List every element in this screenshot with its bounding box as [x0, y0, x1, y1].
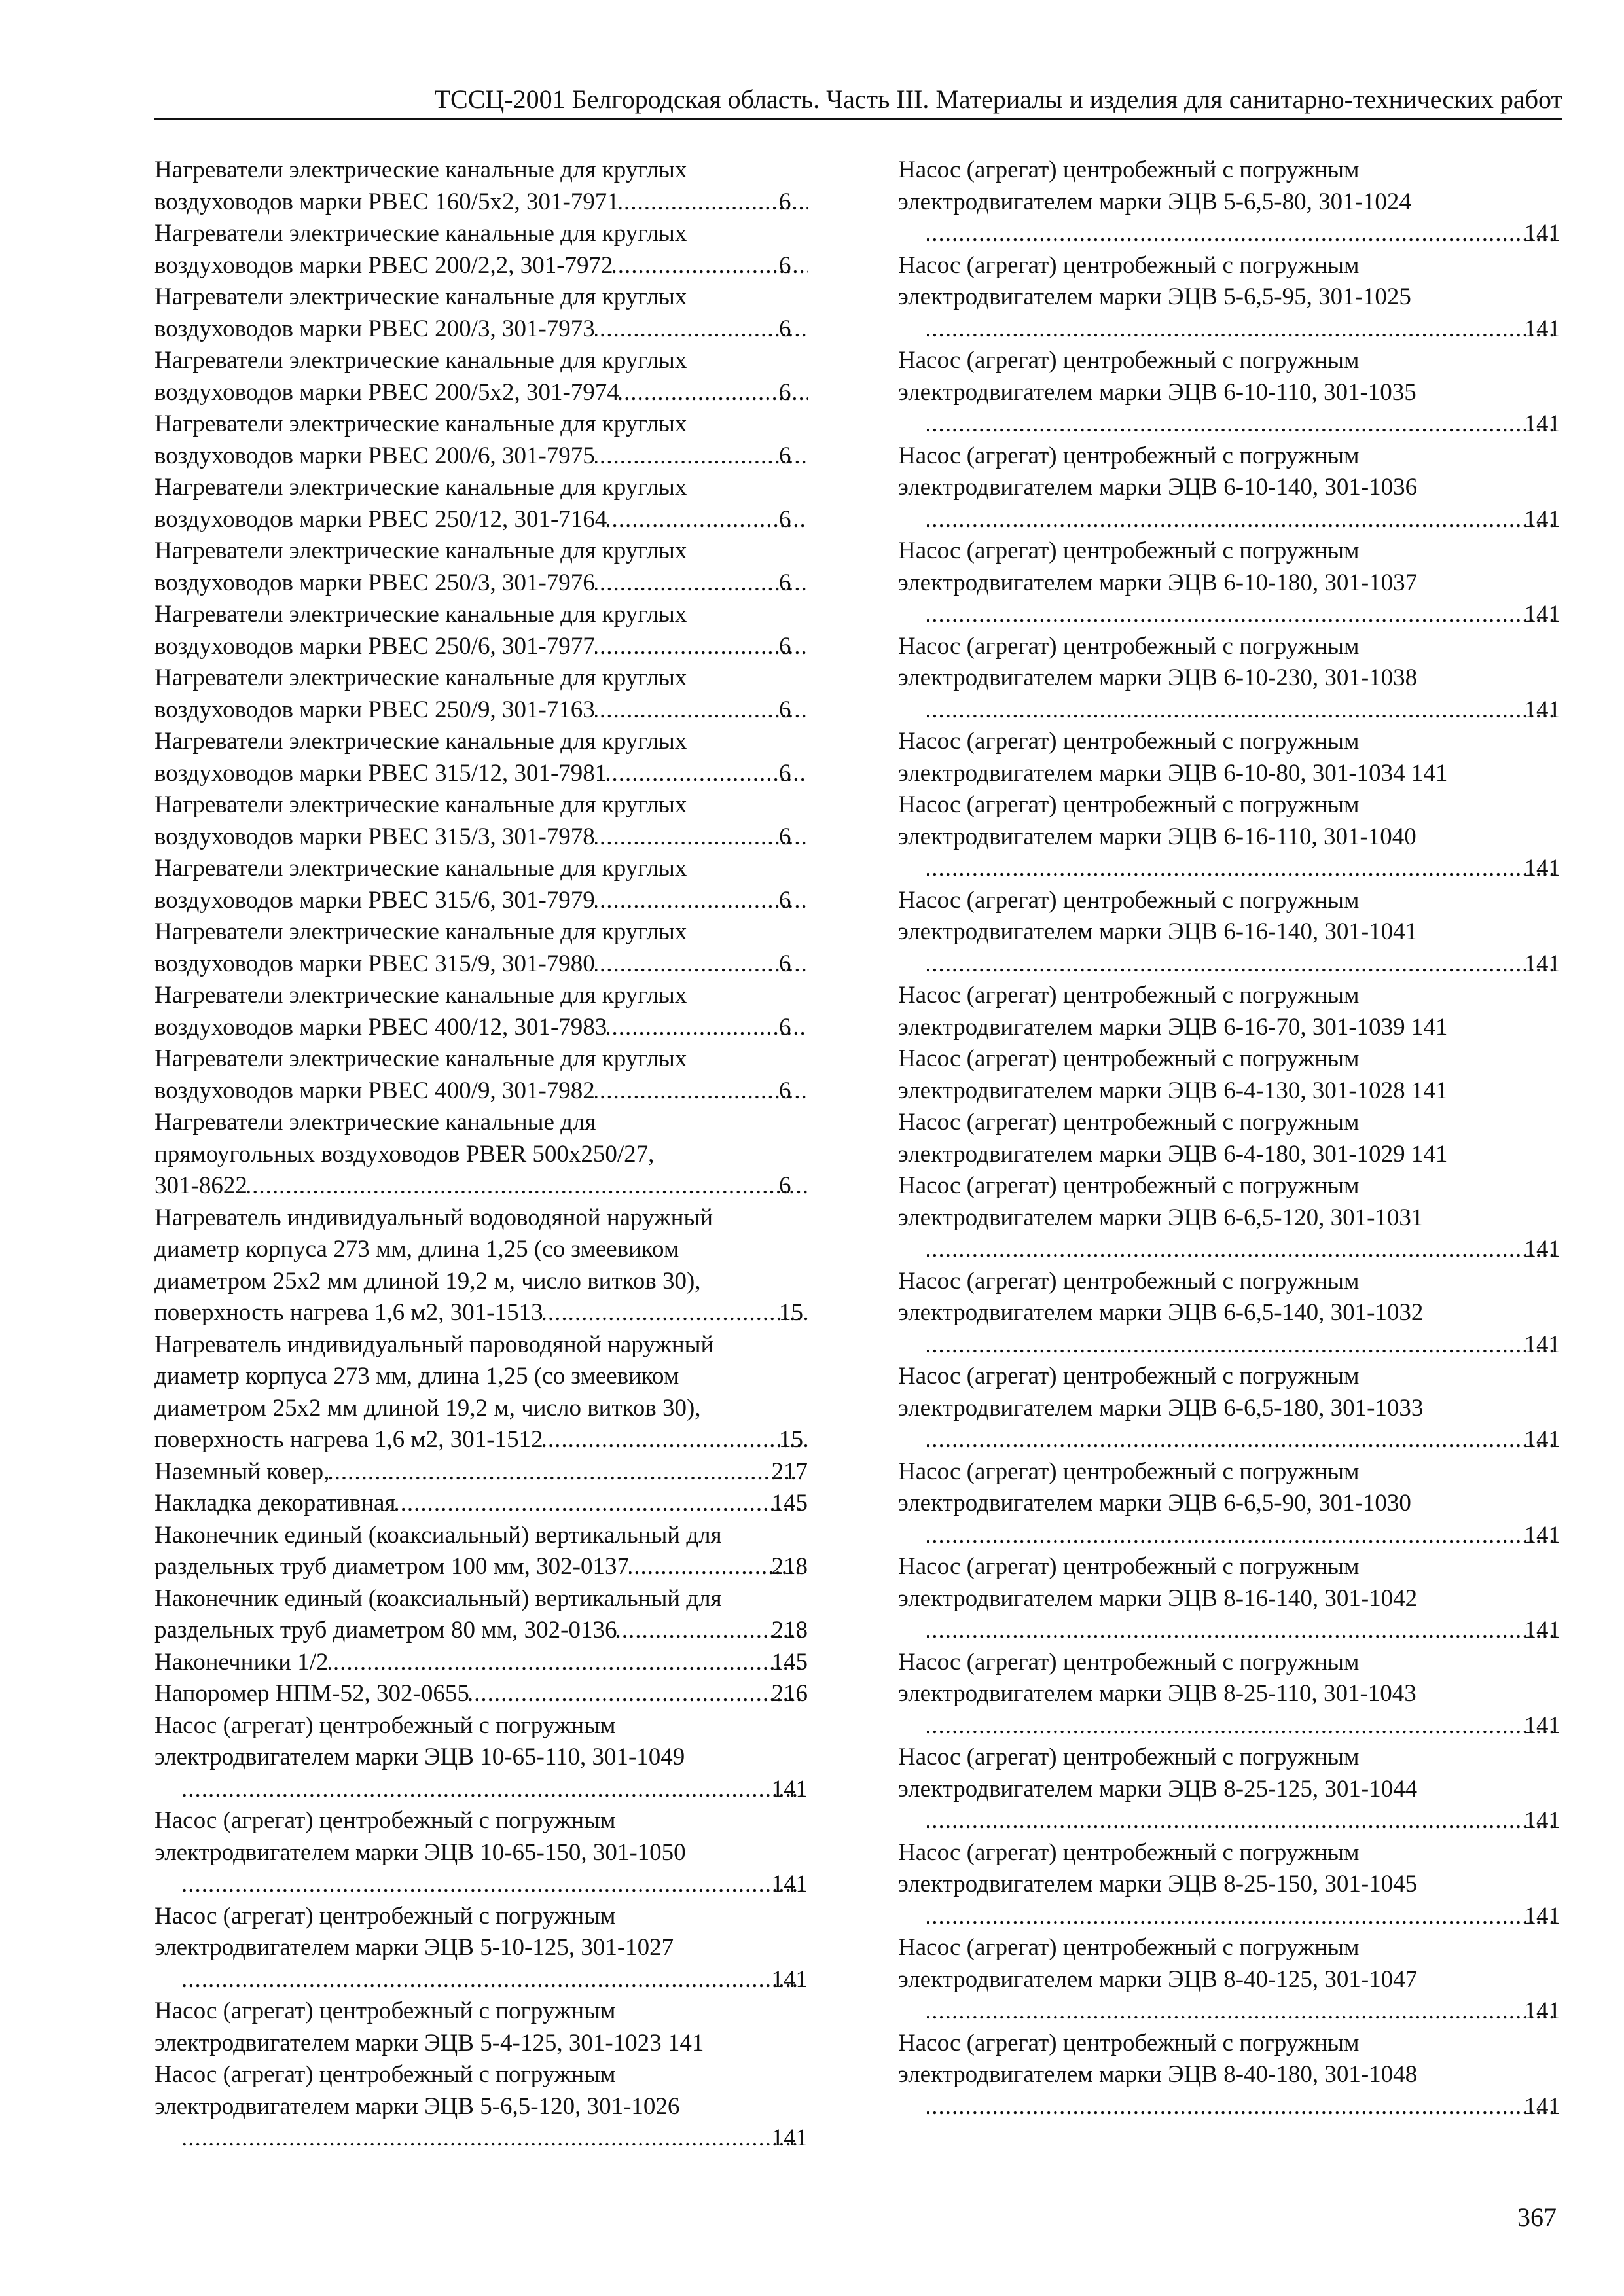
index-entry — [154, 535, 808, 599]
entry-line: Нагреватели электрические канальные для круглых — [154, 283, 687, 310]
entry-line: электродвигателем марки ЭЦВ 10-65-110, 301-1049 — [154, 1744, 685, 1770]
index-entry — [898, 1742, 1561, 1837]
entry-line: Нагреватели электрические канальные для круглых — [154, 664, 687, 691]
dot-leader — [927, 853, 1553, 885]
index-entry — [154, 1678, 808, 1710]
entry-last-line — [927, 1234, 1561, 1266]
entry-page-number: 218 — [771, 1553, 808, 1580]
entry-last-line: воздуховодов марки PBEC 315/12, 301-7981 ..... 6 — [183, 758, 808, 790]
entry-line: электродвигателем марки ЭЦВ 6-10-110, 301-1035 — [898, 378, 1416, 406]
entry-page-number: 141 — [1524, 1902, 1561, 1929]
index-entry — [154, 281, 808, 345]
index-entry — [154, 1647, 808, 1679]
entry-line: Наконечник единый (коаксиальный) вертикальный для — [154, 1585, 722, 1612]
dot-leader — [927, 1329, 1553, 1361]
entry-line: Нагреватель индивидуальный пароводяной наружный — [154, 1331, 714, 1358]
index-entry — [898, 1107, 1561, 1170]
entry-page-number: 141 — [771, 1775, 808, 1803]
index-column-left — [154, 154, 808, 2155]
index-entry — [154, 789, 808, 853]
entry-line: электродвигателем марки ЭЦВ 8-25-110, 301-1043 — [898, 1680, 1416, 1707]
entry-line: Насос (агрегат) центробежный с погружным — [898, 156, 1360, 183]
entry-page-number: 141 — [1524, 315, 1561, 342]
dot-leader — [595, 1075, 808, 1107]
entry-line: диаметр корпуса 273 мм, длина 1,25 (со змеевиком — [154, 1236, 679, 1263]
index-entry — [154, 1520, 808, 1583]
index-entry — [154, 1583, 808, 1647]
entry-line: электродвигателем марки ЭЦВ 8-25-150, 301-1045 — [898, 1871, 1418, 1897]
dot-leader — [927, 408, 1553, 440]
entry-line: Нагреватели электрические канальные для круглых — [154, 982, 687, 1009]
entry-line: Насос (агрегат) центробежный с погружным — [154, 1998, 616, 2024]
index-entry — [154, 154, 808, 218]
entry-line: электродвигателем марки ЭЦВ 10-65-150, 301-1050 — [154, 1839, 686, 1866]
entry-last-line — [927, 853, 1561, 885]
dot-leader — [927, 314, 1553, 346]
entry-page-number: 141 — [1524, 1617, 1561, 1643]
index-entry — [154, 726, 808, 789]
dot-leader — [183, 1964, 801, 1996]
dot-leader — [329, 1647, 801, 1679]
entry-text: воздуховодов марки PBEC 315/3, 301-7978 — [154, 823, 595, 850]
dot-leader — [595, 821, 808, 853]
entry-line: диаметром 25х2 мм длиной 19,2 м, число витков 30), — [154, 1267, 701, 1295]
dot-leader — [927, 2091, 1553, 2123]
entry-last-line — [927, 1424, 1561, 1456]
page-number: 367 — [1517, 2202, 1557, 2232]
entry-page-number: 141 — [1524, 2092, 1561, 2120]
entry-line: Нагреватели электрические канальные для круглых — [154, 410, 687, 437]
index-entry — [898, 535, 1561, 631]
index-entry — [898, 789, 1561, 885]
index-entry — [898, 885, 1561, 980]
dot-leader — [607, 758, 808, 790]
index-entry — [154, 1329, 808, 1456]
index-entry — [898, 1647, 1561, 1742]
index-entry — [898, 440, 1561, 536]
entry-line: Насос (агрегат) центробежный с погружным — [154, 1902, 616, 1929]
entry-line: электродвигателем марки ЭЦВ 6-16-110, 301-1040 — [898, 823, 1416, 850]
entry-line: электродвигателем марки ЭЦВ 8-40-125, 301-1047 — [898, 1965, 1418, 1993]
entry-line: электродвигателем марки ЭЦВ 6-6,5-140, 301-1032 — [898, 1299, 1424, 1326]
entry-last-line: поверхность нагрева 1,6 м2, 301-1513 ..... 15 — [183, 1297, 808, 1329]
entry-last-line — [927, 1615, 1561, 1647]
entry-line: Насос (агрегат) центробежный с погружным — [154, 1712, 616, 1739]
index-entry — [898, 726, 1561, 789]
index-entry — [898, 1170, 1561, 1266]
dot-leader — [595, 694, 808, 726]
dot-leader — [927, 504, 1553, 536]
index-column-right — [898, 154, 1561, 2123]
entry-line: Насос (агрегат) центробежный с погружным — [898, 1553, 1360, 1580]
entry-line: прямоугольных воздуховодов PBER 500х250/27, — [154, 1140, 655, 1168]
entry-text: воздуховодов марки PBEC 250/12, 301-7164 — [154, 505, 607, 533]
index-entry — [154, 980, 808, 1043]
entry-line: Нагреватели электрические канальные для круглых — [154, 220, 687, 247]
dot-leader — [927, 1234, 1553, 1266]
entry-last-line: воздуховодов марки PBEC 400/9, 301-7982 ..... 6 — [183, 1075, 808, 1107]
entry-text: воздуховодов марки PBEC 315/9, 301-7980 — [154, 950, 595, 977]
entry-last-line — [154, 1647, 808, 1679]
dot-leader — [595, 885, 808, 917]
entry-text: поверхность нагрева 1,6 м2, 301-1512 — [154, 1426, 543, 1453]
entry-last-line — [927, 599, 1561, 631]
index-entry — [154, 662, 808, 726]
entry-last-line — [927, 218, 1561, 250]
entry-line: электродвигателем марки ЭЦВ 5-6,5-120, 301-1026 — [154, 2092, 680, 2120]
index-entry — [898, 1043, 1561, 1107]
index-entry — [898, 631, 1561, 726]
entry-line: Нагреватели электрические канальные для круглых — [154, 1045, 687, 1072]
entry-last-line: электродвигателем марки ЭЦВ 6-4-180, 301-1029 141 — [898, 1140, 1448, 1168]
index-entry — [154, 1488, 808, 1520]
entry-last-line: воздуховодов марки PBEC 200/5х2, 301-7974 ..... 6 — [183, 377, 808, 409]
entry-last-line: воздуховодов марки PBEC 250/12, 301-7164 ..... 6 — [183, 504, 808, 536]
index-entry — [898, 1456, 1561, 1552]
entry-last-line: 301-8622 ..... 6 — [183, 1170, 808, 1202]
entry-last-line — [154, 1678, 808, 1710]
entry-line: электродвигателем марки ЭЦВ 5-6,5-95, 301-1025 — [898, 283, 1411, 310]
entry-text: Накладка декоративная — [154, 1490, 396, 1516]
entry-line: Насос (агрегат) центробежный с погружным — [898, 1839, 1360, 1866]
entry-last-line — [154, 1551, 808, 1583]
entry-line: Нагреватели электрические канальные для круглых — [154, 728, 687, 755]
index-entry — [898, 980, 1561, 1043]
entry-last-line — [183, 1774, 808, 1806]
entry-line: электродвигателем марки ЭЦВ 6-10-180, 301-1037 — [898, 569, 1418, 596]
entry-line: Нагреватели электрические канальные для — [154, 1109, 596, 1136]
entry-last-line: электродвигателем марки ЭЦВ 6-16-70, 301-1039 141 — [898, 1013, 1448, 1041]
entry-line: Насос (агрегат) центробежный с погружным — [898, 1045, 1360, 1072]
entry-page-number: 141 — [1524, 1426, 1561, 1453]
entry-line: Насос (агрегат) центробежный с погружным — [898, 1648, 1360, 1676]
index-entry — [154, 1107, 808, 1202]
dot-leader — [183, 1869, 801, 1901]
dot-leader — [927, 599, 1553, 631]
dot-leader — [329, 1456, 800, 1488]
index-entry — [898, 345, 1561, 440]
index-entry — [154, 1710, 808, 1806]
entry-line: электродвигателем марки ЭЦВ 8-25-125, 301-1044 — [898, 1775, 1418, 1803]
entry-line: Наконечник единый (коаксиальный) вертикальный для — [154, 1521, 722, 1549]
index-entry — [154, 2059, 808, 2155]
entry-line: Насос (агрегат) центробежный с погружным — [898, 1109, 1360, 1136]
entry-page-number: 141 — [1524, 1236, 1561, 1263]
entry-line: Нагреватели электрические канальные для круглых — [154, 156, 687, 183]
entry-line: Насос (агрегат) центробежный с погружным — [898, 251, 1360, 279]
dot-leader — [595, 948, 808, 980]
index-entry — [154, 408, 808, 472]
entry-text: раздельных труб диаметром 80 мм, 302-0136 — [154, 1617, 617, 1643]
entry-line: Нагреватели электрические канальные для круглых — [154, 791, 687, 818]
entry-line: Нагреватели электрические канальные для круглых — [154, 474, 687, 501]
entry-last-line — [927, 2091, 1561, 2123]
index-entry — [154, 472, 808, 535]
entry-line: Насос (агрегат) центробежный с погружным — [898, 1934, 1360, 1961]
dot-leader — [927, 218, 1553, 250]
entry-line: электродвигателем марки ЭЦВ 6-6,5-120, 301-1031 — [898, 1204, 1424, 1231]
entry-line: Нагреватели электрические канальные для круглых — [154, 537, 687, 564]
entry-line: Насос (агрегат) центробежный с погружным — [898, 886, 1360, 914]
entry-last-line: электродвигателем марки ЭЦВ 6-10-80, 301-1034 141 — [898, 759, 1448, 787]
dot-leader — [183, 2123, 801, 2155]
entry-line: Нагреватели электрические канальные для круглых — [154, 347, 687, 374]
entry-line: Насос (агрегат) центробежный с погружным — [898, 2029, 1360, 2056]
dot-leader — [595, 567, 808, 600]
entry-page-number: 141 — [1524, 1331, 1561, 1358]
dot-leader — [927, 694, 1553, 726]
dot-leader — [927, 1996, 1553, 2028]
entry-line: электродвигателем марки ЭЦВ 6-10-140, 301-1036 — [898, 474, 1418, 501]
dot-leader — [927, 1424, 1553, 1456]
entry-text: воздуховодов марки PBEC 200/6, 301-7975 — [154, 442, 595, 469]
entry-last-line — [154, 1615, 808, 1647]
entry-line: Насос (агрегат) центробежный с погружным — [154, 2061, 616, 2088]
entry-line: Насос (агрегат) центробежный с погружным — [898, 1744, 1360, 1770]
dot-leader — [543, 1297, 808, 1329]
entry-page-number: 141 — [1524, 855, 1561, 882]
entry-text: воздуховодов марки PBEC 250/9, 301-7163 — [154, 696, 595, 723]
entry-page-number: 141 — [1524, 1807, 1561, 1834]
entry-line: Насос (агрегат) центробежный с погружным — [898, 1172, 1360, 1199]
entry-line: Нагреватели электрические канальные для круглых — [154, 918, 687, 945]
entry-line: электродвигателем марки ЭЦВ 8-40-180, 301-1048 — [898, 2061, 1418, 2088]
index-entry — [898, 1266, 1561, 1361]
entry-page-number: 141 — [1524, 505, 1561, 533]
entry-text: воздуховодов марки PBEC 200/2,2, 301-7972 — [154, 251, 613, 279]
entry-line: Нагреватели электрические канальные для круглых — [154, 855, 687, 882]
entry-last-line — [927, 1901, 1561, 1933]
dot-leader — [183, 1774, 801, 1806]
index-entry — [898, 1361, 1561, 1456]
dot-leader — [927, 1615, 1553, 1647]
index-entry — [898, 154, 1561, 250]
entry-last-line: воздуховодов марки PBEC 250/6, 301-7977 ..... 6 — [183, 631, 808, 663]
entry-last-line: воздуховодов марки PBEC 315/6, 301-7979 ..... 6 — [183, 885, 808, 917]
entry-line: электродвигателем марки ЭЦВ 6-6,5-180, 301-1033 — [898, 1394, 1424, 1422]
index-entry — [898, 2028, 1561, 2123]
dot-leader — [607, 1012, 808, 1044]
entry-line: Насос (агрегат) центробежный с погружным — [898, 632, 1360, 660]
entry-page-number: 141 — [771, 1871, 808, 1897]
entry-page-number: 141 — [771, 1965, 808, 1993]
entry-last-line — [927, 408, 1561, 440]
entry-last-line — [154, 1456, 808, 1488]
entry-last-line — [927, 1805, 1561, 1837]
entry-line: Нагреватель индивидуальный водоводяной наружный — [154, 1204, 713, 1231]
entry-last-line — [927, 1710, 1561, 1742]
dot-leader — [595, 440, 808, 473]
entry-line: Насос (агрегат) центробежный с погружным — [898, 791, 1360, 818]
entry-text: поверхность нагрева 1,6 м2, 301-1513 — [154, 1299, 543, 1326]
index-entry — [898, 1837, 1561, 1933]
entry-last-line: воздуховодов марки PBEC 315/9, 301-7980 ..... 6 — [183, 948, 808, 980]
entry-text: воздуховодов марки PBEC 400/12, 301-7983 — [154, 1013, 607, 1041]
index-entry — [154, 853, 808, 916]
entry-line: Насос (агрегат) центробежный с погружным — [898, 442, 1360, 469]
dot-leader — [927, 1805, 1553, 1837]
entry-line: диаметром 25х2 мм длиной 19,2 м, число витков 30), — [154, 1394, 701, 1422]
entry-last-line: воздуховодов марки PBEC 160/5х2, 301-7971 ..... 6 — [183, 187, 808, 219]
entry-line: электродвигателем марки ЭЦВ 5-6,5-80, 301-1024 — [898, 188, 1411, 215]
entry-text: 301-8622 — [154, 1172, 247, 1199]
index-entry — [898, 1932, 1561, 2028]
dot-leader — [595, 631, 808, 663]
entry-line: электродвигателем марки ЭЦВ 5-10-125, 301-1027 — [154, 1934, 674, 1961]
entry-last-line — [927, 1996, 1561, 2028]
entry-page-number: 217 — [771, 1458, 808, 1485]
index-entry — [154, 1043, 808, 1107]
entry-last-line — [927, 694, 1561, 726]
entry-line: диаметр корпуса 273 мм, длина 1,25 (со змеевиком — [154, 1363, 679, 1390]
entry-text: Напоромер НПМ-52, 302-0655 — [154, 1680, 469, 1707]
entry-text: воздуховодов марки PBEC 315/12, 301-7981 — [154, 759, 607, 787]
entry-page-number: 141 — [1524, 1521, 1561, 1549]
entry-last-line: воздуховодов марки PBEC 250/3, 301-7976 ..... 6 — [183, 567, 808, 600]
dot-leader — [927, 1901, 1553, 1933]
index-entry — [154, 1456, 808, 1488]
entry-last-line — [927, 314, 1561, 346]
entry-line: Нагреватели электрические канальные для круглых — [154, 601, 687, 628]
entry-line: Насос (агрегат) центробежный с погружным — [898, 1267, 1360, 1295]
entry-last-line — [183, 1964, 808, 1996]
entry-text: воздуховодов марки PBEC 400/9, 301-7982 — [154, 1077, 595, 1104]
entry-line: электродвигателем марки ЭЦВ 8-16-140, 301-1042 — [898, 1585, 1418, 1612]
entry-text: воздуховодов марки PBEC 200/5х2, 301-7974 — [154, 378, 619, 406]
entry-last-line: воздуховодов марки PBEC 200/3, 301-7973 ..... 6 — [183, 314, 808, 346]
entry-text: воздуховодов марки PBEC 315/6, 301-7979 — [154, 886, 595, 914]
entry-line: Насос (агрегат) центробежный с погружным — [154, 1807, 616, 1834]
entry-last-line: воздуховодов марки PBEC 200/2,2, 301-7972 ..... 6 — [183, 250, 808, 282]
entry-last-line — [927, 1520, 1561, 1552]
dot-leader — [469, 1678, 801, 1710]
entry-page-number: 218 — [771, 1617, 808, 1643]
entry-page-number: 145 — [771, 1648, 808, 1676]
entry-last-line — [927, 504, 1561, 536]
entry-last-line — [927, 948, 1561, 980]
index-entry — [154, 916, 808, 980]
entry-text: воздуховодов марки PBEC 250/6, 301-7977 — [154, 632, 595, 660]
entry-text: воздуховодов марки PBEC 160/5х2, 301-7971 — [154, 188, 619, 215]
entry-text: воздуховодов марки PBEC 250/3, 301-7976 — [154, 569, 595, 596]
entry-last-line: поверхность нагрева 1,6 м2, 301-1512 ..... 15 — [183, 1424, 808, 1456]
entry-text: Наземный ковер, — [154, 1458, 330, 1485]
dot-leader — [927, 948, 1553, 980]
entry-line: Насос (агрегат) центробежный с погружным — [898, 1458, 1360, 1485]
index-entry — [154, 599, 808, 662]
dot-leader — [927, 1710, 1553, 1742]
entry-last-line — [927, 1329, 1561, 1361]
dot-leader — [607, 504, 808, 536]
entry-line: Насос (агрегат) центробежный с погружным — [898, 982, 1360, 1009]
index-entry — [154, 218, 808, 281]
entry-line: электродвигателем марки ЭЦВ 6-10-230, 301-1038 — [898, 664, 1418, 691]
entry-page-number: 141 — [1524, 950, 1561, 977]
entry-last-line — [154, 1488, 808, 1520]
entry-page-number: 141 — [1524, 696, 1561, 723]
entry-line: Насос (агрегат) центробежный с погружным — [898, 537, 1360, 564]
entry-page-number: 141 — [771, 2125, 808, 2151]
entry-page-number: 141 — [1524, 601, 1561, 628]
dot-leader — [927, 1520, 1553, 1552]
entry-page-number: 141 — [1524, 1712, 1561, 1739]
index-entry — [154, 1202, 808, 1329]
index-entry — [898, 250, 1561, 346]
entry-last-line: воздуховодов марки PBEC 315/3, 301-7978 ..... 6 — [183, 821, 808, 853]
page-header: ТССЦ-2001 Белгородская область. Часть III. Материалы и изделия для санитарно-технических работ — [154, 82, 1562, 120]
dot-leader — [247, 1170, 808, 1202]
entry-text: раздельных труб диаметром 100 мм, 302-0137 — [154, 1553, 629, 1580]
index-entry — [154, 1805, 808, 1901]
entry-line: электродвигателем марки ЭЦВ 6-6,5-90, 301-1030 — [898, 1490, 1411, 1516]
entry-page-number: 145 — [771, 1490, 808, 1516]
entry-line: Насос (агрегат) центробежный с погружным — [898, 1363, 1360, 1390]
entry-line: Насос (агрегат) центробежный с погружным — [898, 728, 1360, 755]
entry-text: Наконечники 1/2 — [154, 1648, 329, 1676]
index-entry — [154, 345, 808, 408]
dot-leader — [395, 1488, 800, 1520]
entry-page-number: 216 — [771, 1680, 808, 1707]
entry-last-line — [183, 1869, 808, 1901]
index-entry — [154, 1996, 808, 2059]
index-entry — [898, 1551, 1561, 1647]
index-entry — [154, 1901, 808, 1996]
entry-last-line: электродвигателем марки ЭЦВ 5-4-125, 301-1023 141 — [154, 2029, 704, 2056]
entry-last-line — [183, 2123, 808, 2155]
dot-leader — [595, 314, 808, 346]
entry-last-line: воздуховодов марки PBEC 250/9, 301-7163 ..... 6 — [183, 694, 808, 726]
entry-last-line: воздуховодов марки PBEC 400/12, 301-7983 ..... 6 — [183, 1012, 808, 1044]
entry-text: воздуховодов марки PBEC 200/3, 301-7973 — [154, 315, 595, 342]
entry-page-number: 141 — [1524, 220, 1561, 247]
entry-last-line: электродвигателем марки ЭЦВ 6-4-130, 301-1028 141 — [898, 1077, 1448, 1104]
entry-page-number: 141 — [1524, 1998, 1561, 2024]
entry-last-line: воздуховодов марки PBEC 200/6, 301-7975 ..... 6 — [183, 440, 808, 473]
dot-leader — [543, 1424, 808, 1456]
entry-line: Насос (агрегат) центробежный с погружным — [898, 347, 1360, 374]
entry-page-number: 141 — [1524, 410, 1561, 437]
entry-line: электродвигателем марки ЭЦВ 6-16-140, 301-1041 — [898, 918, 1418, 945]
